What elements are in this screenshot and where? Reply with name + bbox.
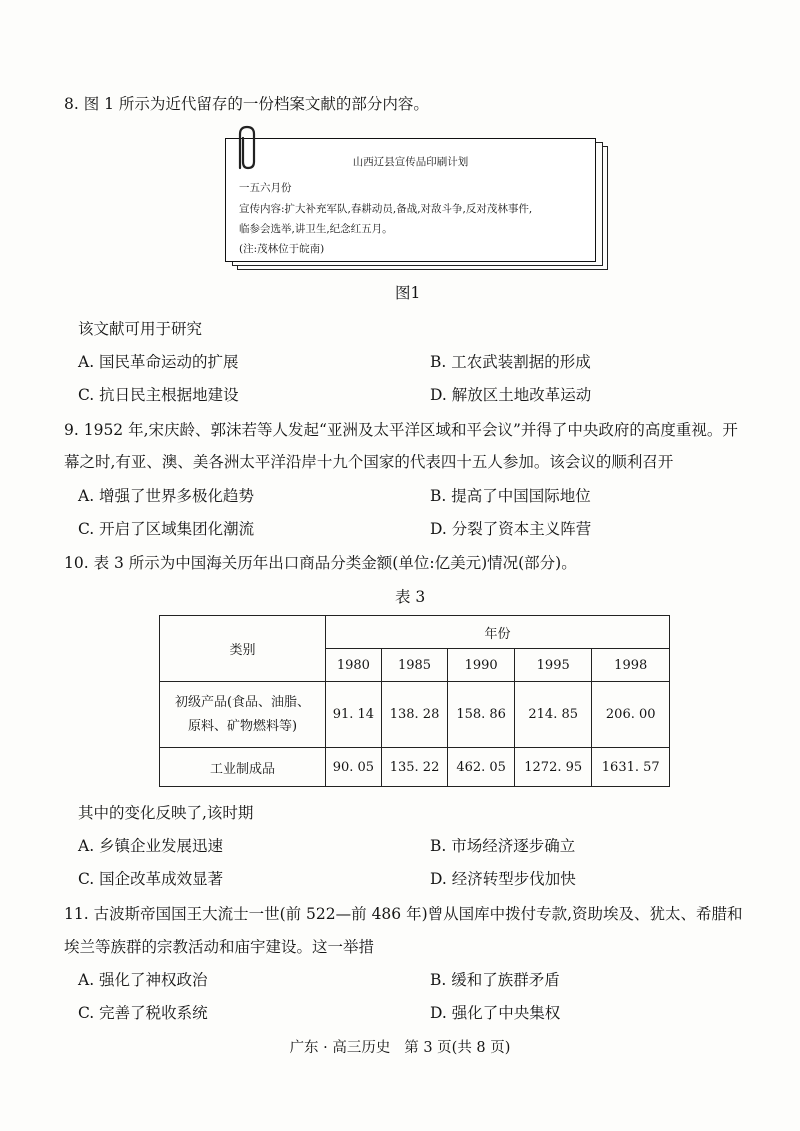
figure-line-2: 临参会选举,讲卫生,纪念红五月。 [239,223,393,235]
header-year: 年份 [326,616,670,649]
question-10-stem: 10. 表 3 所示为中国海关历年出口商品分类金额(单位:亿美元)情况(部分)。 [64,554,577,572]
question-8-prompt: 该文献可用于研究 [78,320,203,338]
question-9-line-1: 9. 1952 年,宋庆龄、郭沫若等人发起“亚洲及太平洋区域和平会议”并得了中央政府的高度重视。开 [64,421,738,439]
value-cell: 135. 22 [381,748,448,787]
figure-month: 一五六月份 [239,182,292,194]
q9-option-c[interactable]: C. 开启了区域集团化潮流 [78,520,255,538]
q9-option-a[interactable]: A. 增强了世界多极化趋势 [78,487,255,505]
value-cell: 138. 28 [381,682,448,748]
question-11-line-1: 11. 古波斯帝国国王大流士一世(前 522—前 486 年)曾从国库中拨付专款,资助埃及、犹太、希腊和 [64,905,743,923]
q8-option-b[interactable]: B. 工农武装割据的形成 [430,353,591,371]
row-label-primary-products [160,682,326,748]
q10-option-b[interactable]: B. 市场经济逐步确立 [430,837,576,855]
figure-note: (注:茂林位于皖南) [239,243,325,255]
question-11-line-2: 埃兰等族群的宗教活动和庙宇建设。这一举措 [64,938,375,956]
table-3-title: 表 3 [395,588,426,606]
q9-option-b[interactable]: B. 提高了中国国际地位 [430,487,591,505]
year-cell: 1990 [448,649,515,682]
q11-option-c[interactable]: C. 完善了税收系统 [78,1004,208,1022]
year-cell: 1980 [326,649,382,682]
figure-1-document-card [225,138,610,271]
header-category: 类别 [160,616,326,682]
value-cell: 214. 85 [514,682,592,748]
value-cell: 91. 14 [326,682,382,748]
q8-option-a[interactable]: A. 国民革命运动的扩展 [78,353,239,371]
paperclip-icon [230,124,266,174]
q11-option-d[interactable]: D. 强化了中央集权 [430,1004,561,1022]
value-cell: 462. 05 [448,748,515,787]
q11-option-b[interactable]: B. 缓和了族群矛盾 [430,971,560,989]
value-cell: 1272. 95 [514,748,592,787]
q8-option-d[interactable]: D. 解放区土地改革运动 [430,386,592,404]
value-cell: 158. 86 [448,682,515,748]
q10-option-c[interactable]: C. 国企改革成效显著 [78,870,224,888]
q9-option-d[interactable]: D. 分裂了资本主义阵营 [430,520,592,538]
row-label-primary-line-2: 原料、矿物燃料等) [187,718,298,734]
figure-line-1: 宣传内容:扩大补充军队,春耕动员,备战,对敌斗争,反对茂林事件, [239,203,533,215]
question-8-stem: 8. 图 1 所示为近代留存的一份档案文献的部分内容。 [64,95,429,113]
q10-option-d[interactable]: D. 经济转型步伐加快 [430,870,576,888]
value-cell: 90. 05 [326,748,382,787]
row-label-manufactured-goods: 工业制成品 [160,748,326,787]
q10-option-a[interactable]: A. 乡镇企业发展迅速 [78,837,224,855]
question-9-line-2: 幕之时,有亚、澳、美各洲太平洋沿岸十九个国家的代表四十五人参加。该会议的顺利召开 [64,453,674,471]
page-footer: 广东 · 高三历史 第 3 页(共 8 页) [289,1040,511,1056]
year-cell: 1995 [514,649,592,682]
value-cell: 1631. 57 [592,748,670,787]
value-cell: 206. 00 [592,682,670,748]
figure-1-caption: 图1 [395,284,421,302]
year-cell: 1985 [381,649,448,682]
row-label-primary-line-1: 初级产品(食品、油脂、 [174,694,311,710]
question-10-prompt: 其中的变化反映了,该时期 [78,804,254,822]
figure-title: 山西辽县宣传品印刷计划 [352,156,469,168]
year-cell: 1998 [592,649,670,682]
export-table [159,615,670,787]
q11-option-a[interactable]: A. 强化了神权政治 [78,971,208,989]
q8-option-c[interactable]: C. 抗日民主根据地建设 [78,386,239,404]
